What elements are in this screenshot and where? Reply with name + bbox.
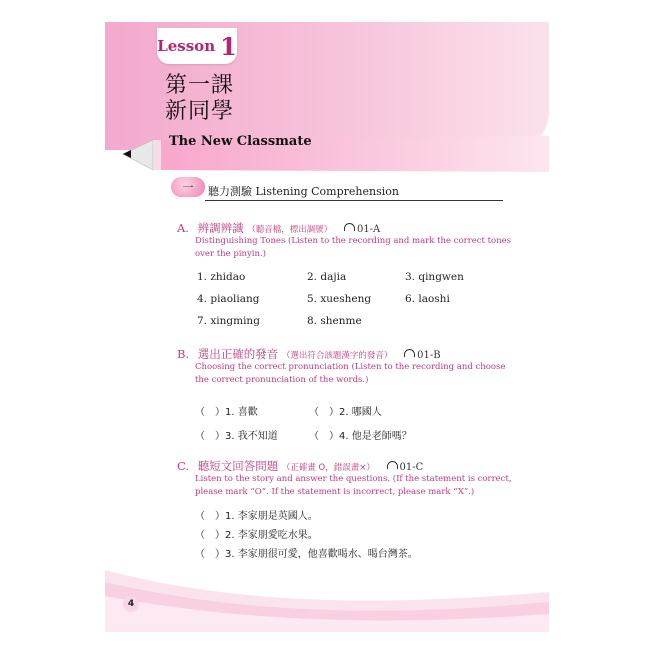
list-item: 1. zhidao — [197, 271, 246, 283]
list-item: （ ）4. 他是老師嗎？ — [309, 431, 412, 442]
part-a-heading — [177, 220, 380, 236]
section-title: 聽力測驗 Listening Comprehension — [208, 185, 399, 198]
part-c-label: C. — [177, 459, 190, 473]
part-b-instruction: Choosing the correct pronunciation (Listen to the recording and choose the correct pronunciation of the words.) — [195, 362, 506, 385]
english-title: The New Classmate — [169, 134, 312, 149]
lesson-title-line1: 第一課 — [165, 73, 235, 98]
list-item: （ ）1. 喜歡 — [195, 407, 258, 418]
list-item: 7. xingming — [197, 315, 260, 327]
part-a-subtitle: （聽音檔，標出調號） — [247, 225, 333, 235]
part-b-subtitle: （選出符合該題漢字的發音） — [281, 351, 393, 361]
part-c-subtitle: （正確畫 O，錯誤畫×） — [281, 463, 375, 473]
part-a-audio-track: 01-A — [356, 224, 381, 235]
part-c-heading — [177, 458, 423, 474]
lesson-number: 1 — [220, 31, 237, 61]
footer-wave-decoration — [105, 562, 549, 632]
section-number-badge: 一 — [171, 177, 205, 197]
lesson-tab — [157, 28, 237, 64]
part-a-instruction: Distinguishing Tones (Listen to the recording and mark the correct tones over the pinyin.) — [195, 236, 512, 259]
part-c-instruction: Listen to the story and answer the questions. (If the statement is correct, please mark “O”. If the statement is incorrect, please mark “X”.) — [195, 474, 512, 497]
lesson-title-line2: 新同學 — [165, 99, 235, 124]
list-item: （ ）1. 李家朋是英國人。 — [195, 511, 318, 522]
part-b-heading — [177, 346, 441, 362]
part-b-audio-track: 01-B — [417, 350, 441, 361]
list-item: 2. dajia — [307, 271, 347, 283]
list-item: 4. piaoliang — [197, 293, 260, 305]
textbook-page — [105, 22, 549, 632]
part-c-audio-track: 01-C — [399, 462, 424, 473]
part-a-audio[interactable] — [344, 224, 380, 235]
list-item: 6. laoshi — [405, 293, 450, 305]
lesson-word: Lesson — [157, 37, 216, 55]
list-item: （ ）2. 哪國人 — [309, 407, 382, 418]
headphones-icon — [387, 461, 398, 469]
list-item: 3. qingwen — [405, 271, 464, 283]
list-item: （ ）3. 我不知道 — [195, 431, 278, 442]
page-number: 4 — [123, 596, 139, 612]
section-underline — [205, 200, 503, 201]
part-c-title: 聽短文回答問題 — [197, 459, 279, 473]
part-b-label: B. — [177, 347, 190, 361]
part-a-label: A. — [177, 221, 189, 235]
list-item: （ ）2. 李家朋愛吃水果。 — [195, 530, 318, 541]
part-a-title: 辨調辨識 — [197, 221, 244, 235]
headphones-icon — [404, 349, 415, 357]
list-item: （ ）3. 李家朋很可愛，他喜歡喝水、喝台灣茶。 — [195, 549, 418, 560]
part-b-audio[interactable] — [404, 350, 440, 361]
headphones-icon — [344, 223, 355, 231]
part-b-title: 選出正確的發音 — [197, 347, 279, 361]
list-item: 8. shenme — [307, 315, 362, 327]
list-item: 5. xuesheng — [307, 293, 372, 305]
part-c-audio[interactable] — [387, 462, 424, 473]
